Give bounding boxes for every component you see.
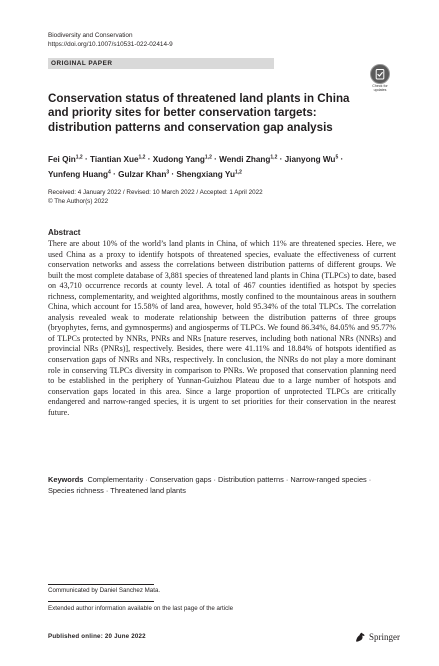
author-affiliation: 1,2 [75, 154, 83, 160]
author-separator: · [338, 154, 344, 164]
author-affiliation: 1,2 [138, 154, 146, 160]
author-name[interactable]: Shengxiang Yu$^{1,2}$ [176, 169, 242, 180]
author-list [48, 151, 368, 182]
author-name[interactable]: Jianyong Wu$^5$ [284, 154, 339, 164]
author-name[interactable]: Fei Qin$^{1,2}$ [48, 154, 83, 164]
extended-author-info-note: Extended author information available on the last page of the article [48, 605, 234, 612]
author-affiliation: 3 [166, 169, 170, 176]
paper-type-banner: ORIGINAL PAPER [48, 58, 274, 69]
badge-label: Check for updates [372, 84, 388, 92]
footnote-divider [48, 584, 154, 585]
author-separator: · [110, 170, 119, 180]
keywords-block [48, 475, 396, 497]
author-separator: · [145, 154, 153, 164]
article-title: Conservation status of threatened land plants in China and priority sites for better conservation targets: distribution patterns and conservation gap analysis [48, 92, 350, 134]
keywords-list: Complementarity · Conservation gaps · Distribution patterns · Narrow-ranged species · Species richness · Threatened land plants [48, 475, 372, 495]
author-name[interactable]: Yunfeng Huang$^4$ [48, 169, 111, 180]
author-separator: · [169, 170, 177, 180]
check-for-updates-badge[interactable] [367, 64, 393, 92]
article-dates [48, 189, 263, 206]
springer-horse-icon [354, 631, 366, 643]
footnote-divider-2 [48, 601, 154, 602]
author-name[interactable]: Wendi Zhang$^{1,2}$ [219, 154, 278, 164]
article-history: Received: 4 January 2022 / Revised: 10 March 2022 / Accepted: 1 April 2022 [48, 189, 263, 196]
author-affiliation: 1,2 [234, 169, 242, 176]
journal-name: Biodiversity and Conservation [48, 32, 133, 39]
author-separator: · [82, 154, 90, 164]
springer-logo [354, 630, 400, 644]
keywords-label: Keywords [48, 475, 84, 484]
communicated-by-note: Communicated by Daniel Sanchez Mata. [48, 587, 161, 594]
doi-link[interactable]: https://doi.org/10.1007/s10531-022-02414-9 [48, 40, 173, 48]
author-name[interactable]: Gulzar Khan$^3$ [118, 169, 170, 180]
abstract-body: There are about 10% of the world’s land plants in China, of which 11% are threatened species. Here, we used China as a proxy to identify hotspots of threatened species, evaluate the effectiveness of current conservation networks and assess the correlations between distribution patterns of different groups. We built the most complete database of 3,881 species of threatened land plants in China (TLPCs) to date, based on 43,710 occurrence records at county level. A total of 467 counties identified as hotspot by species richness, complementarity, and weighted algorithms, mostly confined to the mountainous areas in southern China, which account for 15.58% of land area, however, hold 95.34% of the total TLPCs. The correlation analysis revealed weak to moderate relationship between the distribution patterns of three groups (bryophytes, ferns, and gymnosperms) and angiosperms of TLPCs. We found 86.34%, 84.05% and 95.77% of TLPCs protected by NNRs, PNRs and NRs [nature reserves, including both national NRs (NNRs) and provincial NRs (PNRs)], respectively. Besides, there were 41.11% and 18.84% of hotspots identified as conservation gaps of NNRs and NRs, respectively. In conclusion, the NNRs do not play a more dominant role in conserving TLPCs diversity in comparison to PNRs. We proposed that conservation planning need to be established in the periphery of Yunnan-Guizhou Plateau due to a large number of hotspots and conservation gaps located in this area. Since a large proportion of unprotected TLPCs are critically endangered and narrow-ranged species, it is urgent to set priorities for their conservation in the nearest future. [48, 239, 396, 417]
author-name[interactable]: Tiantian Xue$^{1,2}$ [89, 154, 146, 164]
published-online-date: Published online: 20 June 2022 [48, 633, 146, 640]
abstract-heading: Abstract [48, 228, 81, 237]
author-affiliation: 1,2 [204, 154, 212, 160]
author-name[interactable]: Xudong Yang$^{1,2}$ [152, 154, 212, 164]
author-separator: · [211, 154, 220, 164]
copyright-line: © The Author(s) 2022 [48, 197, 109, 205]
publisher-name: Springer [369, 632, 400, 642]
author-affiliation: 1,2 [270, 154, 278, 160]
journal-header [48, 32, 173, 49]
author-affiliation: 4 [108, 169, 111, 176]
author-separator: · [277, 154, 285, 164]
crossmark-icon [370, 64, 390, 84]
author-affiliation: 5 [335, 154, 339, 160]
